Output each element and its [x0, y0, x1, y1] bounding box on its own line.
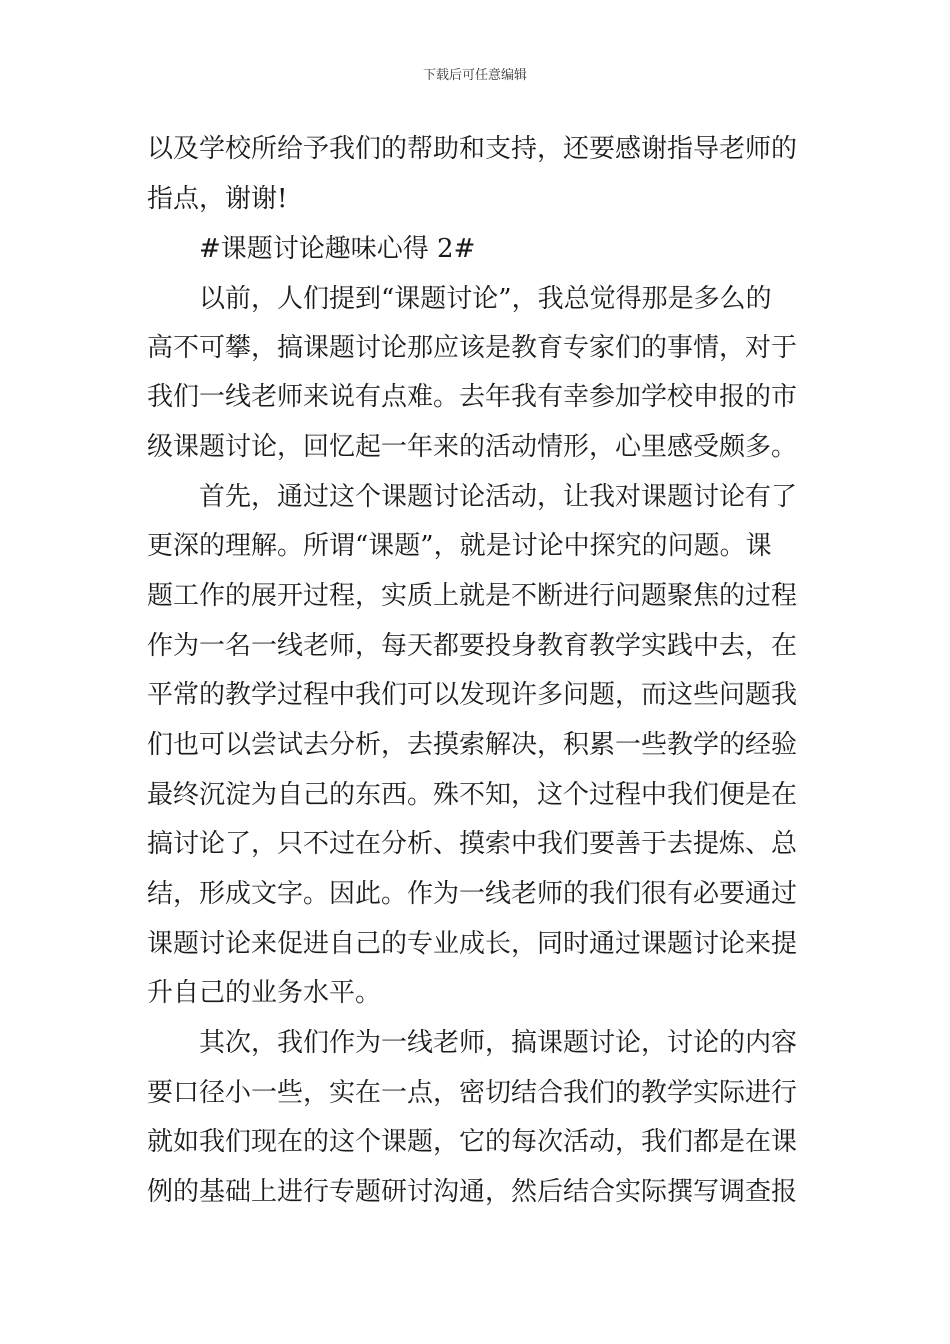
text-line: 其次，我们作为一线老师，搞课题讨论，讨论的内容	[147, 1028, 798, 1058]
text-line: 就如我们现在的这个课题，它的每次活动，我们都是在课	[147, 1127, 798, 1157]
text-line: 课题讨论来促进自己的专业成长，同时通过课题讨论来提	[147, 929, 798, 959]
text-line: 指点，谢谢!	[147, 184, 288, 214]
text-line: 升自己的业务水平。	[147, 978, 382, 1008]
text-line: 我们一线老师来说有点难。去年我有幸参加学校申报的市	[147, 382, 798, 412]
section-heading: #课题讨论趣味心得 2#	[147, 234, 476, 264]
text-line: 们也可以尝试去分析，去摸索解决，积累一些教学的经验	[147, 730, 798, 760]
page-header: 下载后可任意编辑	[422, 68, 527, 83]
text-line: 级课题讨论，回忆起一年来的活动情形，心里感受颇多。	[147, 432, 798, 462]
text-line: 题工作的展开过程，实质上就是不断进行问题聚焦的过程	[147, 581, 798, 611]
text-line: 首先，通过这个课题讨论活动，让我对课题讨论有了	[147, 482, 798, 512]
text-line: 结，形成文字。因此。作为一线老师的我们很有必要通过	[147, 879, 798, 909]
text-line: 作为一名一线老师，每天都要投身教育教学实践中去，在	[147, 631, 798, 661]
text-line: 以前，人们提到“课题讨论”，我总觉得那是多么的	[147, 284, 772, 314]
text-line: 搞讨论了，只不过在分析、摸索中我们要善于去提炼、总	[147, 829, 798, 859]
text-line: 高不可攀，搞课题讨论那应该是教育专家们的事情，对于	[147, 333, 798, 363]
text-line: 最终沉淀为自己的东西。殊不知，这个过程中我们便是在	[147, 780, 798, 810]
text-line: 更深的理解。所谓“课题”，就是讨论中探究的问题。课	[147, 531, 772, 561]
text-line: 平常的教学过程中我们可以发现许多问题，而这些问题我	[147, 680, 798, 710]
text-line: 以及学校所给予我们的帮助和支持，还要感谢指导老师的	[147, 134, 798, 164]
text-line: 例的基础上进行专题研讨沟通，然后结合实际撰写调查报	[147, 1177, 798, 1207]
text-line: 要口径小一些，实在一点，密切结合我们的教学实际进行	[147, 1078, 798, 1108]
